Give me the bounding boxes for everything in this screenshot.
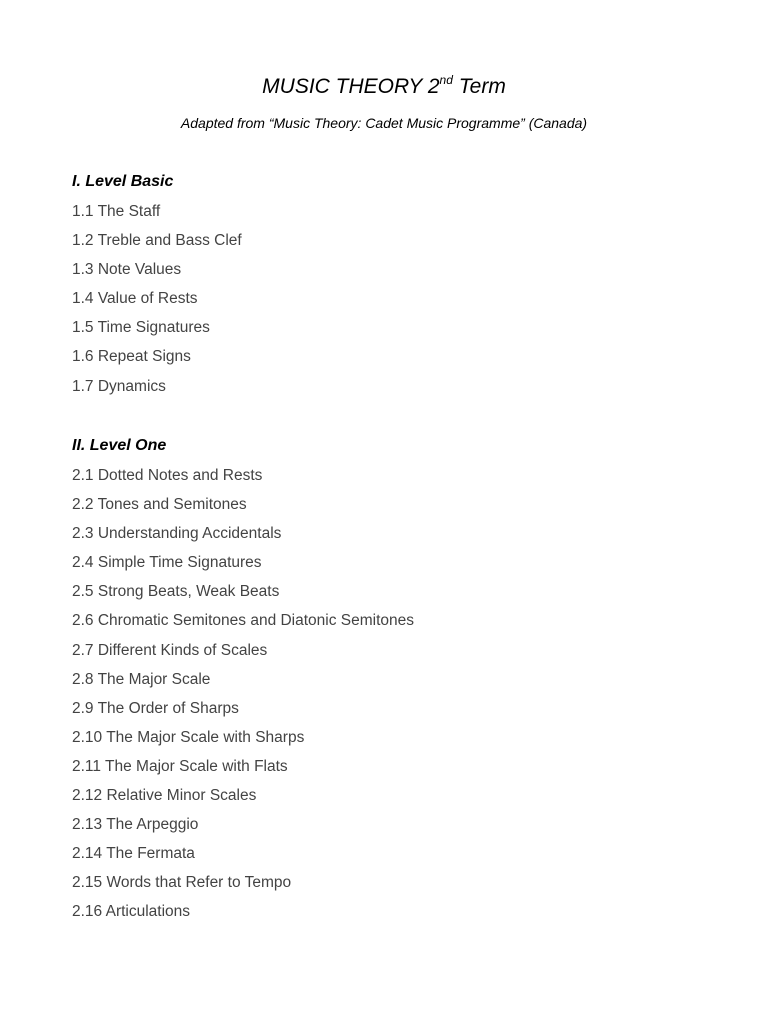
list-item: 1.5 Time Signatures — [72, 319, 210, 337]
list-item: 2.12 Relative Minor Scales — [72, 787, 257, 805]
list-item: 1.7 Dynamics — [72, 377, 166, 395]
list-item: 1.3 Note Values — [72, 261, 182, 279]
list-item: 2.16 Articulations — [72, 903, 191, 921]
list-item: 2.3 Understanding Accidentals — [72, 525, 282, 543]
list-item: 2.9 The Order of Sharps — [72, 699, 239, 717]
section-list-level-basic — [72, 202, 242, 406]
document-title — [0, 74, 768, 100]
list-item: 1.2 Treble and Bass Clef — [72, 232, 242, 250]
list-item: 2.4 Simple Time Signatures — [72, 554, 262, 572]
list-item: 2.7 Different Kinds of Scales — [72, 641, 268, 659]
list-item: 1.1 The Staff — [72, 203, 161, 220]
list-item: 1.4 Value of Rests — [72, 290, 198, 308]
list-item: 2.5 Strong Beats, Weak Beats — [72, 583, 280, 601]
title-main: MUSIC THEORY 2 — [262, 75, 440, 98]
list-item: 2.1 Dotted Notes and Rests — [72, 467, 263, 484]
list-item: 2.8 The Major Scale — [72, 670, 211, 688]
document-subtitle: Adapted from “Music Theory: Cadet Music Programme” (Canada) — [180, 115, 588, 131]
list-item: 2.10 The Major Scale with Sharps — [72, 728, 305, 746]
list-item: 1.6 Repeat Signs — [72, 348, 191, 366]
section-list-level-one — [72, 466, 414, 932]
title-superscript: nd — [439, 73, 453, 87]
list-item: 2.13 The Arpeggio — [72, 816, 199, 834]
section-heading-level-basic: I. Level Basic — [72, 173, 174, 190]
list-item: 2.14 The Fermata — [72, 845, 195, 863]
title-tail: Term — [452, 75, 506, 98]
list-item: 2.15 Words that Refer to Tempo — [72, 874, 292, 892]
list-item: 2.6 Chromatic Semitones and Diatonic Semitones — [72, 612, 415, 630]
list-item: 2.11 The Major Scale with Flats — [72, 757, 288, 775]
section-heading-level-one: II. Level One — [72, 437, 167, 454]
list-item: 2.2 Tones and Semitones — [72, 496, 247, 514]
